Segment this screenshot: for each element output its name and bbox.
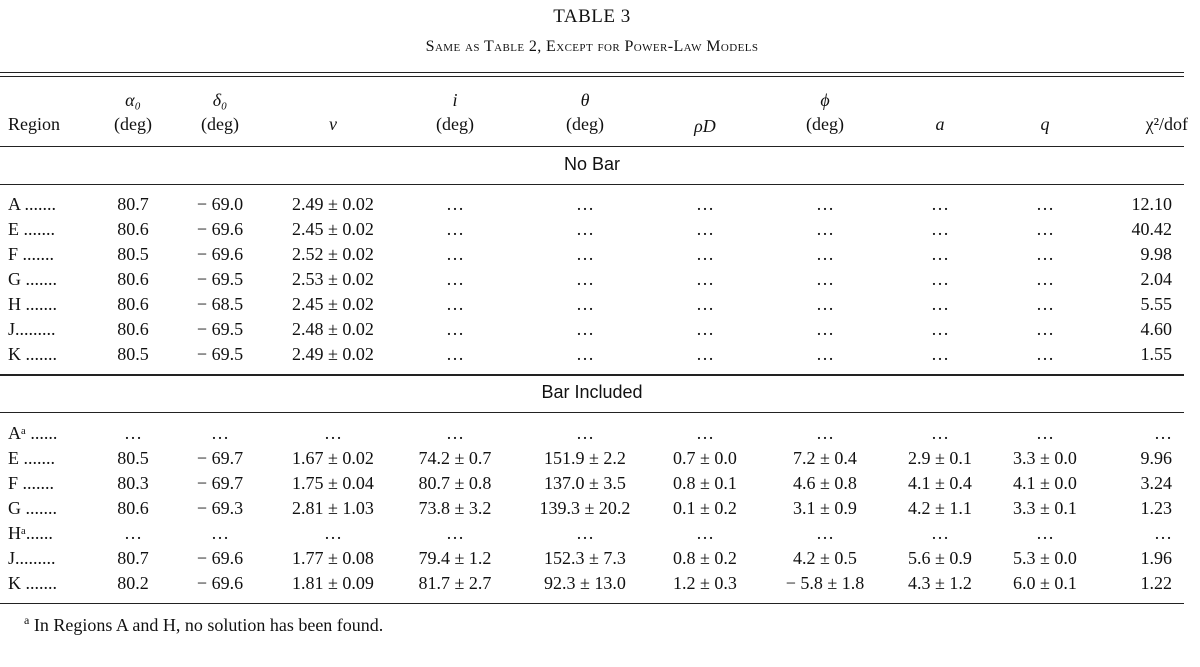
cell-chi: 4.60 — [1140, 319, 1172, 339]
header-alpha-unit: (deg) — [114, 114, 152, 134]
cell-alpha: 80.6 — [117, 269, 149, 289]
cell-a: 2.9 ± 0.1 — [908, 448, 972, 468]
header-theta-unit: (deg) — [566, 114, 604, 134]
cell-q: … — [1036, 244, 1054, 264]
footnote-text: In Regions A and H, no solution has been found. — [33, 615, 384, 635]
table-row — [0, 546, 1184, 571]
cell-delta: − 69.5 — [196, 344, 244, 364]
cell-v: 2.49 ± 0.02 — [292, 344, 374, 364]
cell-a: 4.3 ± 1.2 — [908, 573, 972, 593]
cell-v: 2.45 ± 0.02 — [292, 219, 374, 239]
cell-theta: … — [576, 219, 594, 239]
cell-v: 1.67 ± 0.02 — [292, 448, 374, 468]
cell-alpha: 80.3 — [117, 473, 149, 493]
cell-a: … — [931, 244, 949, 264]
cell-phi: … — [816, 269, 834, 289]
header-q-symbol: q — [1040, 114, 1050, 134]
cell-delta: − 69.6 — [196, 219, 244, 239]
header-chi: χ²/dof — [1145, 114, 1188, 134]
cell-i: … — [446, 294, 464, 314]
cell-q: … — [1036, 344, 1054, 364]
cell-v: … — [324, 423, 342, 443]
cell-alpha: 80.7 — [117, 548, 149, 568]
section-rule-bar — [0, 412, 1184, 413]
cell-a: … — [931, 319, 949, 339]
cell-chi: 12.10 — [1131, 194, 1172, 214]
cell-q: … — [1036, 194, 1054, 214]
cell-v: 2.52 ± 0.02 — [292, 244, 374, 264]
cell-region: G ....... — [8, 498, 57, 518]
cell-phi: … — [816, 319, 834, 339]
table-row — [0, 217, 1184, 242]
cell-theta: … — [576, 344, 594, 364]
cell-v: 1.81 ± 0.09 — [292, 573, 374, 593]
cell-alpha: 80.5 — [117, 448, 149, 468]
table-row — [0, 471, 1184, 496]
cell-phi: … — [816, 194, 834, 214]
cell-q: … — [1036, 219, 1054, 239]
cell-i: 79.4 ± 1.2 — [418, 548, 492, 568]
header-rho — [650, 114, 760, 138]
cell-rho: 1.2 ± 0.3 — [673, 573, 737, 593]
cell-chi: 1.22 — [1140, 573, 1172, 593]
cell-phi: … — [816, 294, 834, 314]
header-i-unit: (deg) — [436, 114, 474, 134]
cell-chi: 9.98 — [1140, 244, 1172, 264]
header-a-symbol: a — [935, 114, 945, 134]
cell-chi: 2.04 — [1140, 269, 1172, 289]
cell-rho: … — [696, 319, 714, 339]
header-delta — [180, 88, 260, 136]
header-rho-symbol: ρD — [694, 116, 716, 136]
cell-phi: … — [816, 423, 834, 443]
cell-a: … — [931, 219, 949, 239]
cell-a: … — [931, 344, 949, 364]
cell-phi: … — [816, 219, 834, 239]
cell-region: F ....... — [8, 473, 55, 493]
cell-alpha: … — [124, 523, 142, 543]
header-alpha-symbol: α₀ — [125, 90, 141, 110]
cell-theta: … — [576, 194, 594, 214]
cell-chi: 1.96 — [1140, 548, 1172, 568]
cell-delta: − 69.0 — [196, 194, 244, 214]
cell-rho: … — [696, 423, 714, 443]
cell-rho: 0.1 ± 0.2 — [673, 498, 737, 518]
cell-phi: … — [816, 523, 834, 543]
cell-q: 5.3 ± 0.0 — [1013, 548, 1077, 568]
cell-q: … — [1036, 269, 1054, 289]
cell-v: 1.77 ± 0.08 — [292, 548, 374, 568]
table-row — [0, 242, 1184, 267]
cell-theta: … — [576, 269, 594, 289]
cell-theta: … — [576, 294, 594, 314]
cell-phi: … — [816, 244, 834, 264]
cell-region: J......... — [8, 319, 56, 339]
header-delta-unit: (deg) — [201, 114, 239, 134]
cell-region: K ....... — [8, 344, 57, 364]
cell-q: 3.3 ± 0.1 — [1013, 498, 1077, 518]
cell-q: 6.0 ± 0.1 — [1013, 573, 1077, 593]
cell-alpha: 80.6 — [117, 219, 149, 239]
cell-q: … — [1036, 319, 1054, 339]
table-row — [0, 496, 1184, 521]
cell-delta: − 69.5 — [196, 319, 244, 339]
cell-i: … — [446, 194, 464, 214]
cell-region: E ....... — [8, 219, 55, 239]
header-a — [885, 112, 995, 136]
table-subtitle: Same as Table 2, Except for Power-Law Models — [425, 38, 759, 55]
cell-region: F ....... — [8, 244, 55, 264]
cell-region: G ....... — [8, 269, 57, 289]
cell-i: 73.8 ± 3.2 — [418, 498, 492, 518]
cell-theta: … — [576, 523, 594, 543]
header-theta — [520, 88, 650, 136]
table-row — [0, 421, 1184, 446]
cell-theta: 151.9 ± 2.2 — [544, 448, 626, 468]
cell-theta: 139.3 ± 20.2 — [539, 498, 631, 518]
cell-delta: − 69.7 — [196, 448, 244, 468]
section-divider — [0, 374, 1184, 376]
cell-i: … — [446, 269, 464, 289]
footnote — [24, 613, 383, 636]
cell-region: J......... — [8, 548, 56, 568]
cell-chi: … — [1154, 423, 1172, 443]
cell-a: … — [931, 194, 949, 214]
table-body-bar — [0, 421, 1184, 596]
table-row — [0, 521, 1184, 546]
cell-chi: 3.24 — [1140, 473, 1172, 493]
top-rule-double — [0, 76, 1184, 77]
cell-delta: − 69.5 — [196, 269, 244, 289]
cell-chi: 1.23 — [1140, 498, 1172, 518]
cell-theta: 152.3 ± 7.3 — [544, 548, 626, 568]
table-body-no-bar — [0, 192, 1184, 367]
cell-alpha: 80.2 — [117, 573, 149, 593]
cell-v: 1.75 ± 0.04 — [292, 473, 374, 493]
header-region: Region — [8, 114, 60, 134]
cell-region: E ....... — [8, 448, 55, 468]
cell-chi: … — [1154, 523, 1172, 543]
table-row — [0, 446, 1184, 471]
cell-q: … — [1036, 423, 1054, 443]
cell-chi: 9.96 — [1140, 448, 1172, 468]
bottom-rule — [0, 603, 1184, 604]
cell-i: … — [446, 523, 464, 543]
cell-delta: − 69.6 — [196, 548, 244, 568]
section-rule-no-bar — [0, 184, 1184, 185]
header-q — [990, 112, 1100, 136]
header-i — [395, 88, 515, 136]
cell-i: 80.7 ± 0.8 — [418, 473, 492, 493]
cell-i: … — [446, 344, 464, 364]
cell-alpha: 80.6 — [117, 319, 149, 339]
cell-i: … — [446, 423, 464, 443]
cell-delta: … — [211, 523, 229, 543]
cell-rho: … — [696, 294, 714, 314]
cell-i: 81.7 ± 2.7 — [418, 573, 492, 593]
cell-region: K ....... — [8, 573, 57, 593]
header-phi — [760, 88, 890, 136]
cell-phi: … — [816, 344, 834, 364]
cell-a: … — [931, 423, 949, 443]
table-title: TABLE 3 — [553, 6, 631, 27]
cell-region: Aᵃ ...... — [8, 423, 58, 443]
cell-v: 2.53 ± 0.02 — [292, 269, 374, 289]
cell-phi: − 5.8 ± 1.8 — [785, 573, 865, 593]
table-row — [0, 571, 1184, 596]
cell-alpha: 80.5 — [117, 344, 149, 364]
cell-rho: … — [696, 269, 714, 289]
cell-delta: − 69.7 — [196, 473, 244, 493]
table-row — [0, 317, 1184, 342]
header-phi-symbol: ϕ — [820, 90, 830, 110]
header-delta-symbol: δ₀ — [212, 90, 228, 110]
cell-delta: − 68.5 — [196, 294, 244, 314]
header-i-symbol: i — [452, 90, 458, 110]
cell-region: H ....... — [8, 294, 57, 314]
cell-delta: − 69.3 — [196, 498, 244, 518]
table-row — [0, 192, 1184, 217]
cell-q: 4.1 ± 0.0 — [1013, 473, 1077, 493]
cell-phi: 4.6 ± 0.8 — [793, 473, 857, 493]
cell-v: 2.45 ± 0.02 — [292, 294, 374, 314]
cell-i: 74.2 ± 0.7 — [418, 448, 492, 468]
header-alpha — [93, 88, 173, 136]
cell-phi: 7.2 ± 0.4 — [793, 448, 857, 468]
footnote-mark: a — [24, 613, 30, 627]
cell-delta: − 69.6 — [196, 573, 244, 593]
cell-i: … — [446, 219, 464, 239]
cell-a: … — [931, 269, 949, 289]
cell-v: … — [324, 523, 342, 543]
cell-rho: … — [696, 523, 714, 543]
cell-a: … — [931, 523, 949, 543]
cell-theta: … — [576, 244, 594, 264]
cell-theta: 137.0 ± 3.5 — [544, 473, 626, 493]
cell-alpha: 80.6 — [117, 294, 149, 314]
cell-delta: … — [211, 423, 229, 443]
cell-alpha: 80.5 — [117, 244, 149, 264]
cell-rho: … — [696, 244, 714, 264]
cell-q: … — [1036, 294, 1054, 314]
cell-alpha: … — [124, 423, 142, 443]
cell-a: 4.1 ± 0.4 — [908, 473, 972, 493]
cell-v: 2.81 ± 1.03 — [292, 498, 374, 518]
cell-q: … — [1036, 523, 1054, 543]
cell-theta: … — [576, 423, 594, 443]
section-no-bar: No Bar — [563, 154, 621, 174]
cell-rho: 0.8 ± 0.1 — [673, 473, 737, 493]
cell-v: 2.49 ± 0.02 — [292, 194, 374, 214]
cell-region: Hᵃ...... — [8, 523, 53, 543]
cell-rho: … — [696, 194, 714, 214]
cell-rho: 0.8 ± 0.2 — [673, 548, 737, 568]
header-v-symbol: v — [329, 114, 337, 134]
cell-i: … — [446, 244, 464, 264]
cell-a: 5.6 ± 0.9 — [908, 548, 972, 568]
table-row — [0, 267, 1184, 292]
cell-phi: 4.2 ± 0.5 — [793, 548, 857, 568]
header-phi-unit: (deg) — [806, 114, 844, 134]
cell-theta: 92.3 ± 13.0 — [544, 573, 626, 593]
cell-rho: … — [696, 344, 714, 364]
cell-alpha: 80.7 — [117, 194, 149, 214]
cell-theta: … — [576, 319, 594, 339]
section-bar-included: Bar Included — [541, 382, 643, 402]
table-row — [0, 342, 1184, 367]
cell-rho: 0.7 ± 0.0 — [673, 448, 737, 468]
cell-q: 3.3 ± 0.0 — [1013, 448, 1077, 468]
cell-region: A ....... — [8, 194, 57, 214]
table-row — [0, 292, 1184, 317]
cell-rho: … — [696, 219, 714, 239]
header-rule — [0, 146, 1184, 147]
cell-delta: − 69.6 — [196, 244, 244, 264]
cell-alpha: 80.6 — [117, 498, 149, 518]
cell-a: 4.2 ± 1.1 — [908, 498, 972, 518]
header-theta-symbol: θ — [580, 90, 590, 110]
cell-a: … — [931, 294, 949, 314]
cell-v: 2.48 ± 0.02 — [292, 319, 374, 339]
header-v — [270, 112, 396, 136]
cell-chi: 40.42 — [1131, 219, 1172, 239]
cell-i: … — [446, 319, 464, 339]
cell-chi: 1.55 — [1140, 344, 1172, 364]
cell-chi: 5.55 — [1140, 294, 1172, 314]
cell-phi: 3.1 ± 0.9 — [793, 498, 857, 518]
top-rule — [0, 72, 1184, 73]
